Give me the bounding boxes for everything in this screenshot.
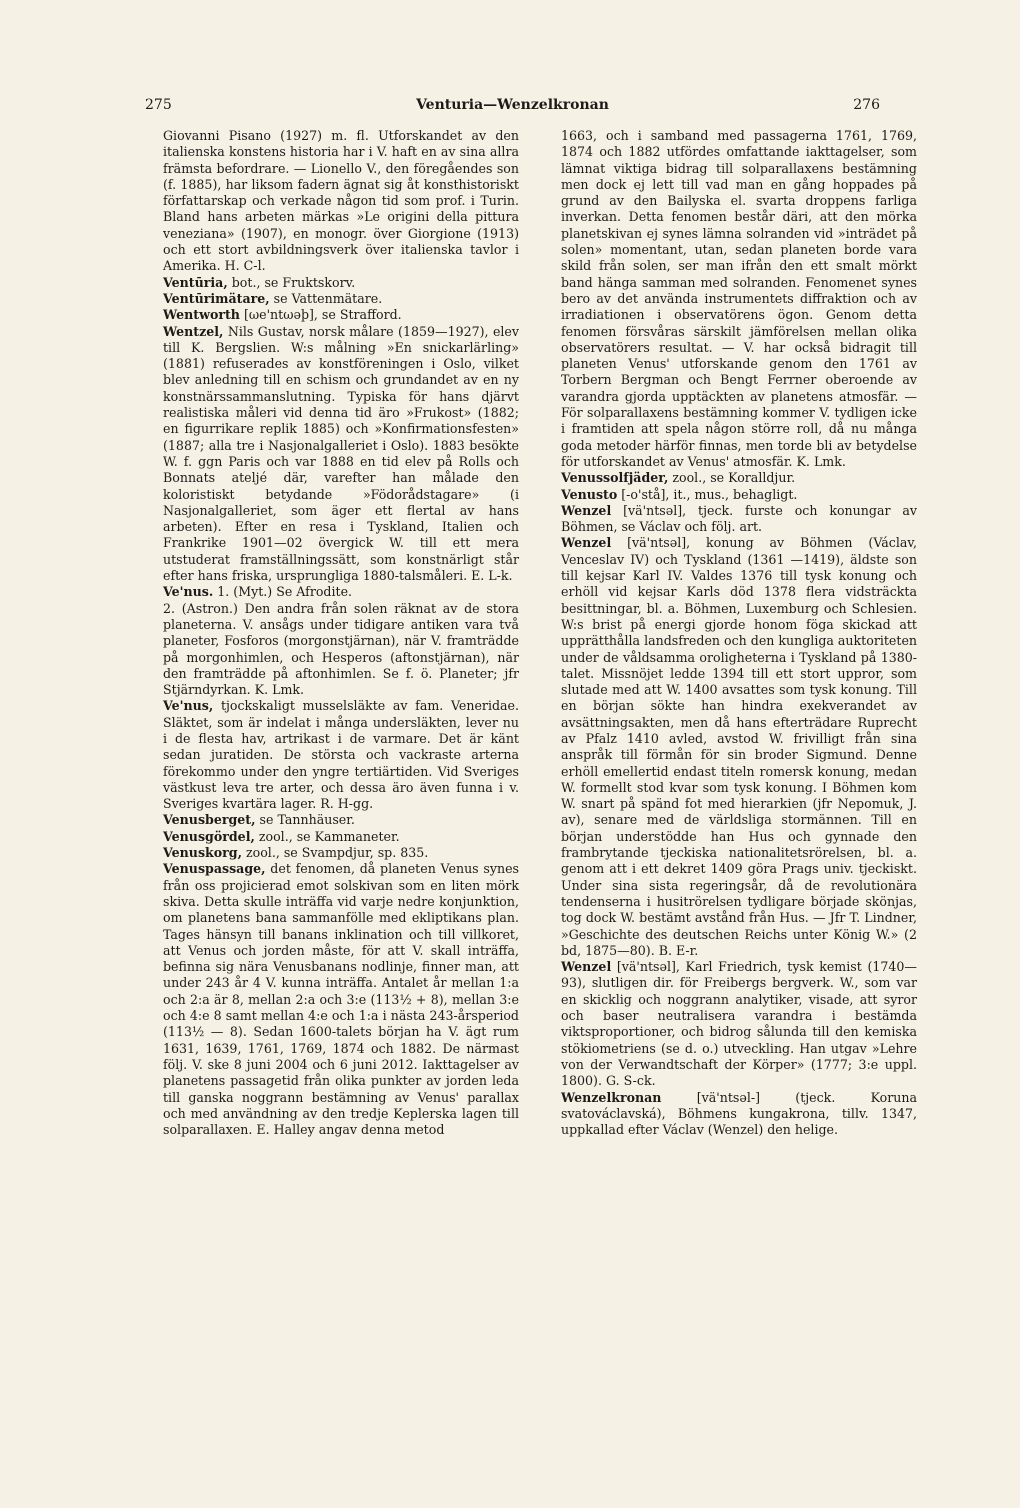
entry-text: [vä'ntsəl], Karl Friedrich, tysk kemist (1740—93), slutligen dir. för Freibergs bergverk. W., som var en skicklig och noggrann analytiker, visade, att syror och baser neutralisera varandra i bestämda viktsproportioner, och bidrog sålunda till den kemiska stökiometriens (se d. o.) utveckling. Han utgav »Lehre von der Verwandtschaft der Körper» (1777; 3:e uppl. 1800). G. S-ck. xyxy=(561,959,917,1089)
entry-headword: Venusto xyxy=(561,486,618,502)
entry-text: Nils Gustav, norsk målare (1859—1927), elev till K. Bergslien. W:s målning »En snickarlärling» (1881) refuserades av konstföreningen i Oslo, vilket blev anledning till en schism och grundandet av en ny konstnärssammanslutning. Typiska för hans djärvt realistiska måleri vid denna tid äro »Frukost» (1882; en figurrikare replik 1885) och »Konfirmationsfesten» (1887; alla tre i Nasjonalgalleriet i Oslo). 1883 besökte W. f. ggn Paris och var 1888 en tid elev på Rolls och Bonnats ateljé där, varefter han målade den koloristiskt betydande »Födorådstagare» (i Nasjonalgalleriet, som äger ett flertal av hans arbeten). Efter en resa i Tyskland, Italien och Frankrike 1901—02 övergick W. till ett mera utstuderat framställningssätt, som konstnärligt står efter hans friska, ursprungliga 1880-talsmåleri. E. L-k. xyxy=(163,323,519,584)
running-title: Venturia—Wenzelkronan xyxy=(416,97,609,113)
dictionary-entry xyxy=(561,128,917,470)
entry-headword: Wenzel xyxy=(561,959,612,975)
entry-text: [vä'ntsəl-] (tjeck. Koruna svatováclavská), Böhmens kungakrona, tillv. 1347, uppkallad efter Václav (Wenzel) den helige. xyxy=(561,1089,917,1138)
entry-headword: Venusgördel, xyxy=(163,828,255,844)
dictionary-entry xyxy=(561,470,917,486)
entry-headword: Wentzel, xyxy=(163,323,224,339)
entry-text: 1. (Myt.) Se Afrodite. xyxy=(213,584,353,600)
entry-text: zool., se Koralldjur. xyxy=(668,470,796,486)
entry-headword: Wenzel xyxy=(561,502,612,518)
entry-text: tjockskaligt musselsläkte av fam. Veneridae. Släktet, som är indelat i många undersläkten, lever nu i de flesta hav, artrikast i de varmare. Det är känt sedan juratiden. De största och vackraste arterna förekommo under den yngre tertiärtiden. Vid Sveriges västkust leva tre arter, och dessa äro även funna i v. Sveriges kvartära lager. R. H-gg. xyxy=(163,698,519,812)
dictionary-entry xyxy=(561,1090,917,1139)
entry-headword: Venussolfjäder, xyxy=(561,470,669,486)
entry-headword: Wenzelkronan xyxy=(561,1089,662,1105)
running-header xyxy=(145,97,880,119)
entry-text: se Vattenmätare. xyxy=(269,290,383,306)
entry-text: det fenomen, då planeten Venus synes från oss projicierad emot solskivan som en liten mörk skiva. Detta skulle inträffa vid varje nedre konjunktion, om planetens bana sammanfölle med ekliptikans plan. Tages hänsyn till banans inklination och till villkoret, att Venus och jorden måste, för att V. skall inträffa, befinna sig nära Venusbanans nodlinje, finner man, att under 243 år 4 V. kunna inträffa. Antalet år mellan 1:a och 2:a är 8, mellan 2:a och 3:e (113½ + 8), mellan 3:e och 4:e 8 samt mellan 4:e och 1:a i nästa 243-årsperiod (113½ — 8). Sedan 1600-talets början ha V. ägt rum 1631, 1639, 1761, 1769, 1874 och 1882. De närmast följ. V. ske 8 juni 2004 och 6 juni 2012. Iakttagelser av planetens passagetid från olika punkter av jorden leda till ganska noggrann bestämning av Venus' parallax och med användning av den tredje Keplerska lagen till solparallaxen. E. Halley angav denna metod xyxy=(163,861,519,1138)
dictionary-entry xyxy=(163,307,519,323)
entry-headword: Ve'nus. xyxy=(163,584,214,600)
entry-headword: Ventūria, xyxy=(163,274,228,290)
dictionary-entry xyxy=(163,584,519,600)
entry-text: [ωe'ntωəþ], se Strafford. xyxy=(239,307,402,323)
entry-text: bot., se Fruktskorv. xyxy=(227,274,356,290)
dictionary-entry xyxy=(163,291,519,307)
entry-headword: Ve'nus, xyxy=(163,698,214,714)
entry-text: zool., se Kammaneter. xyxy=(254,828,400,844)
entry-headword: Venuskorg, xyxy=(163,845,242,861)
right-column xyxy=(561,128,917,1138)
dictionary-entry xyxy=(163,601,519,699)
entry-text: [-o'stå], it., mus., behagligt. xyxy=(617,486,798,502)
entry-headword: Venuspassage, xyxy=(163,861,266,877)
dictionary-entry xyxy=(561,535,917,959)
entry-text: se Tannhäuser. xyxy=(255,812,355,828)
dictionary-entry xyxy=(163,812,519,828)
dictionary-entry xyxy=(163,845,519,861)
entry-headword: Wentworth xyxy=(163,307,240,323)
entry-text: [vä'ntsəl], konung av Böhmen (Václav, Venceslav IV) och Tyskland (1361 —1419), äldste son till kejsar Karl IV. Valdes 1376 till tysk konung och erhöll vid kejsar Karls död 1378 flera vidsträckta besittningar, bl. a. Böhmen, Luxemburg och Schlesien. W:s brist på energi gjorde honom föga skickad att upprätthålla landsfreden och den kungliga auktoriteten under de våldsamma oroligheterna i Tyskland på 1380-talet. Missnöjet ledde 1394 till ett stort uppror, som slutade med att W. 1400 avsattes som tysk konung. Till en början sökte han hindra exekverandet av avsättningsakten, men då hans efterträdare Ruprecht av Pfalz 1410 avled, avstod W. frivilligt från sina anspråk till förmån för sin broder Sigmund. Denne erhöll emellertid endast titeln romersk konung, medan W. formellt stod kvar som tysk konung. I Böhmen kom W. snart på spänd fot med hierarkien (jfr Nepomuk, J. av), senare med de världsliga stormännen. Till en början understödde han Hus och gynnade den frambrytande tjeckiska nationalitetsrörelsen, bl. a. genom att i ett dekret 1409 göra Prags univ. tjeckiskt. Under sina sista regeringsår, då de revolutionära tendenserna i husitrörelsen tydligare började skönjas, tog dock W. bestämt avstånd från Hus. — Jfr T. Lindner, »Geschichte des deutschen Reichs unter König W.» (2 bd, 1875—80). B. E-r. xyxy=(561,535,918,958)
dictionary-entry xyxy=(163,829,519,845)
dictionary-entry xyxy=(163,275,519,291)
dictionary-entry xyxy=(561,503,917,536)
left-column xyxy=(163,128,519,1138)
page-number-left: 275 xyxy=(145,97,172,113)
entry-headword: Ventūrimätare, xyxy=(163,290,270,306)
entry-text: 1663, och i samband med passagerna 1761, 1769, 1874 och 1882 utfördes omfattande iakttagelser, som lämnat viktiga bidrag till solparallaxens bestämning men dock ej lett till vad man en gång hoppades på grund av den Bailyska el. svarta droppens farliga inverkan. Detta fenomen består däri, att den mörka planetskivan ej synes lämna solranden vid »inträdet på solen» momentant, utan, sedan planeten borde vara skild från solen, ser man ifrån den ett smalt mörkt band hänga samman med solranden. Fenomenet synes bero av det använda instrumentets diffraktion och av irradiationen i observatörens ögon. Genom detta fenomen försvåras särskilt jämförelsen mellan olika observatörers resultat. — V. har också bidragit till planeten Venus' utforskande genom den 1761 av Torbern Bergman och Bengt Ferrner oberoende av varandra gjorda upptäckten av planetens atmosfär. — För solparallaxens bestämning kommer V. tydligen icke i framtiden att spela någon större roll, då nu många goda metoder härför finnas, men torde bli av betydelse för utforskandet av Venus' atmosfär. K. Lmk. xyxy=(561,128,917,469)
entry-text: 2. (Astron.) Den andra från solen räknat av de stora planeterna. V. ansågs under tidigare antiken vara två planeter, Fosforos (morgonstjärnan), när V. framträdde på morgonhimlen, och Hesperos (aftonstjärnan), när den framträdde på aftonhimlen. Se f. ö. Planeter; jfr Stjärndyrkan. K. Lmk. xyxy=(163,600,519,698)
dictionary-entry xyxy=(561,959,917,1089)
dictionary-entry xyxy=(163,128,519,275)
dictionary-entry xyxy=(163,698,519,812)
entry-text: Giovanni Pisano (1927) m. fl. Utforskandet av den italienska konstens historia har i V. haft en av sina allra främsta befordrare. — Lionello V., den föregåendes son (f. 1885), har liksom fadern ägnat sig åt konsthistoriskt författarskap och verkade någon tid som prof. i Turin. Bland hans arbeten märkas »Le origini della pittura veneziana» (1907), en monogr. över Giorgione (1913) och ett stort avbildningsverk över italienska tavlor i Amerika. H. C-l. xyxy=(163,128,519,274)
dictionary-entry xyxy=(163,324,519,585)
entry-text: [vä'ntsəl], tjeck. furste och konungar av Böhmen, se Václav och följ. art. xyxy=(561,502,917,535)
entry-text: zool., se Svampdjur, sp. 835. xyxy=(241,845,429,861)
entry-headword: Venusberget, xyxy=(163,812,256,828)
entry-headword: Wenzel xyxy=(561,535,612,551)
dictionary-entry xyxy=(561,487,917,503)
page-number-right: 276 xyxy=(853,97,880,113)
dictionary-entry xyxy=(163,861,519,1138)
